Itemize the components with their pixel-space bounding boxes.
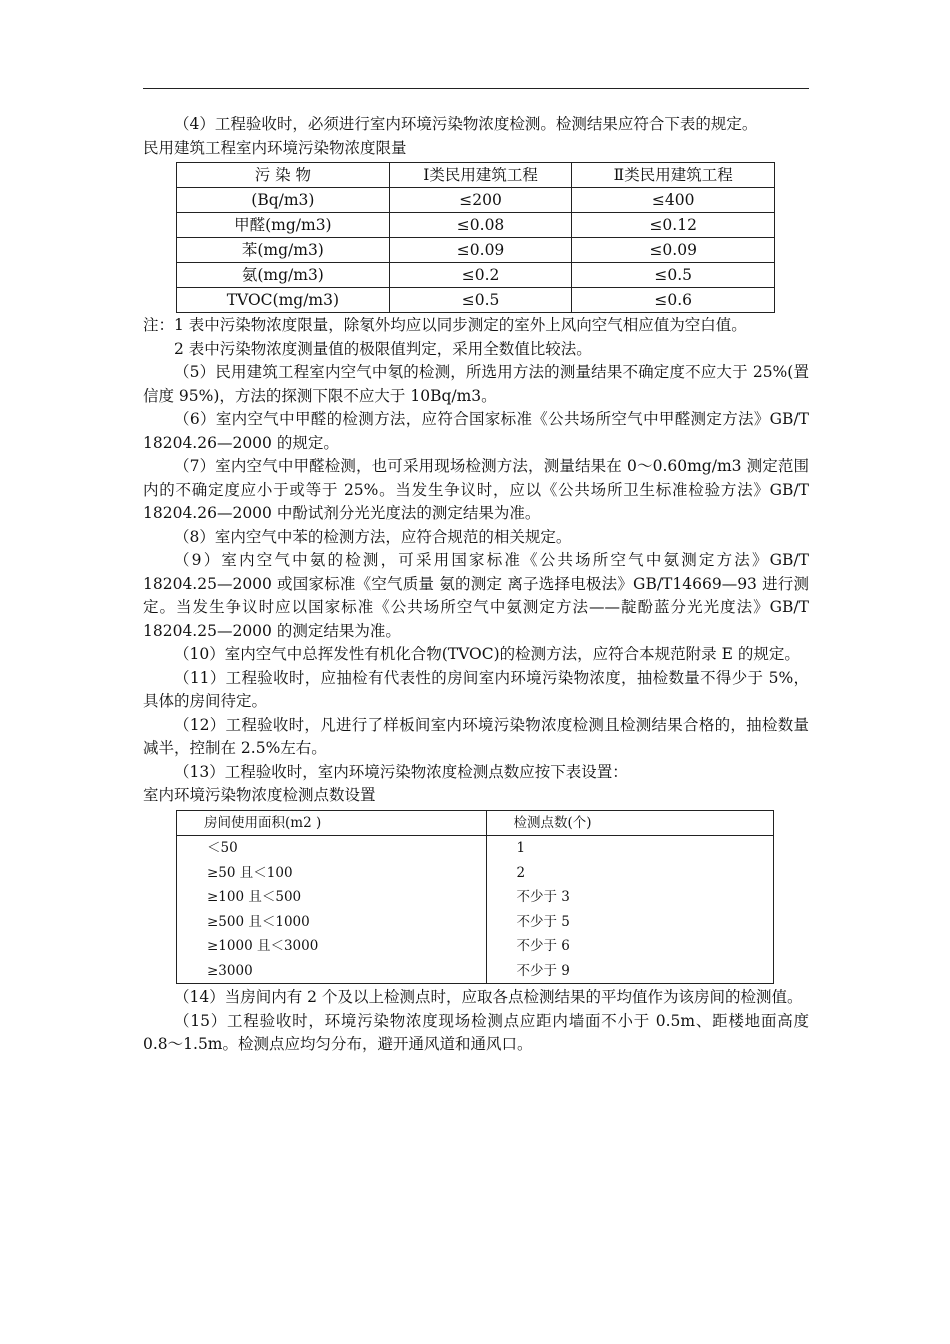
- table-row: [177, 188, 775, 213]
- table-cell: ≤0.09: [572, 238, 775, 263]
- paragraph: （12）工程验收时，凡进行了样板间室内环境污染物浓度检测且检测结果合格的，抽检数量减半，控制在 2.5%左右。: [143, 715, 809, 757]
- detection-points-table: [176, 810, 774, 985]
- table-cell: ＜50: [177, 836, 487, 861]
- table-cell: 甲醛(mg/m3): [177, 213, 390, 238]
- table-row: [177, 934, 774, 959]
- paragraph: （10）室内空气中总挥发性有机化合物(TVOC)的检测方法，应符合本规范附录 E 的规定。: [174, 645, 800, 663]
- table-cell: 不少于 9: [486, 959, 774, 984]
- table-row: [177, 861, 774, 886]
- pollutant-limit-table: [176, 162, 775, 313]
- table-header-cell: 污 染 物: [177, 163, 390, 188]
- table-header-cell: Ⅱ类民用建筑工程: [572, 163, 775, 188]
- table-row: [177, 910, 774, 935]
- paragraph: （5）民用建筑工程室内空气中氡的检测，所选用方法的测量结果不确定度不应大于 25%(置信度 95%)，方法的探测下限不应大于 10Bq/m3。: [143, 363, 809, 405]
- note-paragraph: 注：1 表中污染物浓度限量，除氡外均应以同步测定的室外上风向空气相应值为空白值。: [143, 316, 747, 334]
- header-rule: [143, 88, 809, 89]
- paragraph: （6）室内空气中甲醛的检测方法，应符合国家标准《公共场所空气中甲醛测定方法》GB/T 18204.26—2000 的规定。: [143, 410, 809, 452]
- table-cell: 不少于 6: [486, 934, 774, 959]
- paragraph: （14）当房间内有 2 个及以上检测点时，应取各点检测结果的平均值作为该房间的检测值。: [174, 988, 803, 1006]
- paragraph: （11）工程验收时，应抽检有代表性的房间室内环境污染物浓度，抽检数量不得少于 5%，具体的房间待定。: [143, 668, 809, 710]
- table-cell: ≥500 且＜1000: [177, 910, 487, 935]
- table-header-cell: Ⅰ类民用建筑工程: [389, 163, 572, 188]
- paragraph: （8）室内空气中苯的检测方法，应符合规范的相关规定。: [174, 527, 572, 546]
- table-cell: ≤0.12: [572, 213, 775, 238]
- table-cell: ≤0.5: [389, 288, 572, 313]
- table-cell: (Bq/m3): [177, 188, 390, 213]
- table2-caption: 室内环境污染物浓度检测点数设置: [143, 786, 376, 804]
- table-cell: ≤0.09: [389, 238, 572, 263]
- table-header-cell: 房间使用面积(m2 ): [177, 810, 487, 836]
- table-cell: 不少于 5: [486, 910, 774, 935]
- table-cell: ≤400: [572, 188, 775, 213]
- table-header-row: [177, 810, 774, 836]
- table-cell: ≥3000: [177, 959, 487, 984]
- table-cell: 苯(mg/m3): [177, 238, 390, 263]
- table-row: [177, 238, 775, 263]
- table-header-row: [177, 163, 775, 188]
- table-cell: ≤200: [389, 188, 572, 213]
- table-cell: ≤0.5: [572, 263, 775, 288]
- table-row: [177, 836, 774, 861]
- table-cell: ≤0.6: [572, 288, 775, 313]
- paragraph: （15）工程验收时，环境污染物浓度现场检测点应距内墙面不小于 0.5m、距楼地面高度 0.8～1.5m。检测点应均匀分布，避开通风道和通风口。: [143, 1011, 809, 1053]
- table-header-cell: 检测点数(个): [486, 810, 774, 836]
- document-body: [143, 113, 809, 1057]
- table-cell: 1: [486, 836, 774, 861]
- table-row: [177, 288, 775, 313]
- table-cell: 2: [486, 861, 774, 886]
- paragraph: （4）工程验收时，必须进行室内环境污染物浓度检测。检测结果应符合下表的规定。: [174, 115, 758, 133]
- table-row: [177, 959, 774, 984]
- table-cell: ≥50 且＜100: [177, 861, 487, 886]
- table-row: [177, 885, 774, 910]
- table-cell: ≥1000 且＜3000: [177, 934, 487, 959]
- table-cell: ≤0.2: [389, 263, 572, 288]
- table-cell: 氨(mg/m3): [177, 263, 390, 288]
- note-paragraph: 2 表中污染物浓度测量值的极限值判定，采用全数值比较法。: [174, 339, 592, 358]
- table-cell: ≤0.08: [389, 213, 572, 238]
- table-row: [177, 263, 775, 288]
- table-cell: ≥100 且＜500: [177, 885, 487, 910]
- paragraph: （9）室内空气中氨的检测，可采用国家标准《公共场所空气中氨测定方法》GB/T 18204.25—2000 或国家标准《空气质量 氨的测定 离子选择电极法》GB/T14669—93 进行测定。当发生争议时应以国家标准《公共场所空气中氨测定方法——靛酚蓝分光光度法》GB/T 18204.25—2000 的测定结果为准。: [143, 551, 809, 640]
- table1-caption: 民用建筑工程室内环境污染物浓度限量: [143, 138, 407, 157]
- table-row: [177, 213, 775, 238]
- table-cell: 不少于 3: [486, 885, 774, 910]
- paragraph: （13）工程验收时，室内环境污染物浓度检测点数应按下表设置：: [174, 762, 628, 781]
- table-cell: TVOC(mg/m3): [177, 288, 390, 313]
- paragraph: （7）室内空气中甲醛检测，也可采用现场检测方法，测量结果在 0～0.60mg/m3 测定范围内的不确定度应小于或等于 25%。当发生争议时，应以《公共场所卫生标准检验方法》GB/T 18204.26—2000 中酚试剂分光光度法的测定结果为准。: [143, 457, 809, 522]
